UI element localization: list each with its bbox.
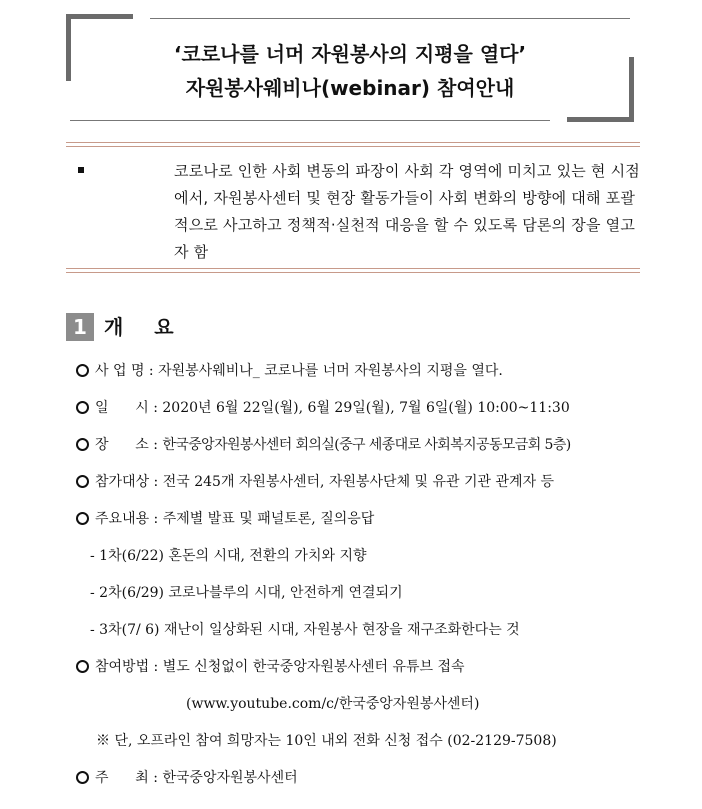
summary-rule-bottom-1 <box>66 268 640 269</box>
summary-rule-top-1 <box>66 142 640 143</box>
frame-corner-top-left <box>66 14 133 19</box>
summary-rule-top-2 <box>66 146 640 147</box>
title-line-2: 자원봉사웨비나(webinar) 참여안내 <box>185 76 515 100</box>
item-value: 한국중앙자원봉사센터 회의실(중구 세종대로 사회복지공동모금회 5층) <box>162 437 571 453</box>
title-rule-bottom <box>70 120 550 121</box>
item-value: 2020년 6월 22일(월), 6월 29일(월), 7월 6일(월) 10:00~11:30 <box>162 400 570 416</box>
item-method <box>76 657 465 677</box>
item-date <box>76 398 570 418</box>
session-item: - 3차(7/ 6) 재난이 일상화된 시대, 자원봉사 현장을 재구조화한다는 것 <box>90 622 520 638</box>
circle-bullet-icon <box>76 660 89 673</box>
item-value: 한국중앙자원봉사센터 <box>162 770 298 786</box>
item-label: 사 업 명 : <box>95 363 154 379</box>
circle-bullet-icon <box>76 364 89 377</box>
item-project <box>76 361 503 381</box>
circle-bullet-icon <box>76 438 89 451</box>
item-content <box>76 509 374 529</box>
section-number: 1 <box>66 313 94 341</box>
item-value: 전국 245개 자원봉사센터, 자원봉사단체 및 유관 기관 관계자 등 <box>162 474 555 490</box>
item-label: 참여방법 : <box>95 659 159 675</box>
item-value: 자원봉사웨비나_ 코로나를 너머 자원봉사의 지평을 열다. <box>158 363 503 379</box>
summary-line: 적으로 사고하고 정책적·실천적 대응을 할 수 있도록 담론의 장을 열고 <box>174 216 636 234</box>
item-label: 장 소 : <box>95 437 158 453</box>
section-title: 개 요 <box>104 315 186 339</box>
item-label: 참가대상 : <box>95 474 159 490</box>
item-place <box>76 435 571 455</box>
frame-corner-bottom-right <box>567 117 634 122</box>
circle-bullet-icon <box>76 512 89 525</box>
circle-bullet-icon <box>76 475 89 488</box>
phone-note: ※ 단, 오프라인 참여 희망자는 10인 내외 전화 신청 접수 (02-2129-7508) <box>96 733 557 749</box>
summary-line: 코로나로 인한 사회 변동의 파장이 사회 각 영역에 미치고 있는 현 시점 <box>174 162 640 180</box>
item-host <box>76 768 298 788</box>
circle-bullet-icon <box>76 771 89 784</box>
item-target <box>76 472 554 492</box>
session-item: - 2차(6/29) 코로나블루의 시대, 안전하게 연결되기 <box>90 585 403 601</box>
summary-line: 에서, 자원봉사센터 및 현장 활동가들이 사회 변화의 방향에 대해 포괄 <box>174 189 636 207</box>
summary-line: 자 함 <box>174 243 209 261</box>
session-item: - 1차(6/22) 혼돈의 시대, 전환의 가치와 지향 <box>90 548 367 564</box>
summary-bullet-icon <box>78 167 84 173</box>
circle-bullet-icon <box>76 401 89 414</box>
item-label: 주요내용 : <box>95 511 159 527</box>
title-line-1: ‘코로나를 너머 자원봉사의 지평을 열다’ <box>173 42 527 66</box>
title-rule-top <box>150 18 630 19</box>
item-label: 일 시 : <box>95 400 158 416</box>
youtube-url: (www.youtube.com/c/한국중앙자원봉사센터) <box>186 696 480 712</box>
item-value: 주제별 발표 및 패널토론, 질의응답 <box>162 511 375 527</box>
item-value: 별도 신청없이 한국중앙자원봉사센터 유튜브 접속 <box>162 659 465 675</box>
item-label: 주 최 : <box>95 770 158 786</box>
frame-corner-bottom-right-vertical <box>629 57 634 122</box>
summary-rule-bottom-2 <box>66 272 640 273</box>
